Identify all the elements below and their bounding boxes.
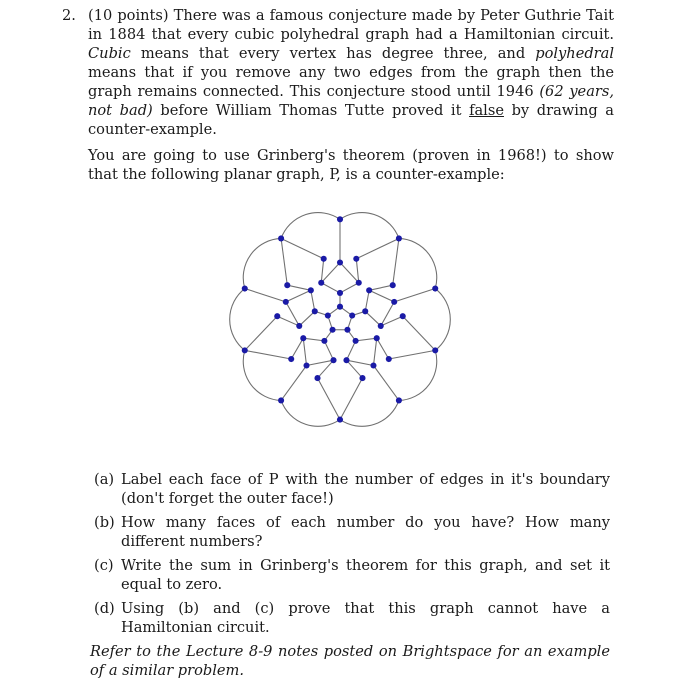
problem-intro: (10 points) There was a famous conjecture made by Peter Guthrie Tait in 1884 that every cubic polyhedral graph had a Hamiltonian circuit. Cubic means that every vertex has degree three, and polyhedral means that if you remove any two edges from the graph then the graph remains connected. This conjecture stood until 1946 (62 years, not bad) before William Thomas Tutte proved it false by drawing a counter-example.: [88, 7, 615, 138]
graph-vertex: [325, 312, 331, 318]
graph-edge: [318, 378, 340, 420]
part-a: (a) Label each face of P with the number of edges in it's boundary (don't forget the outer face!): [94, 471, 610, 507]
graph-vertex: [353, 256, 359, 262]
graph-edge: [321, 283, 340, 293]
problem-2: [62, 6, 614, 184]
graph-vertex: [321, 338, 327, 344]
graph-edge: [340, 263, 359, 283]
part-b: (b) How many faces of each number do you have? How many different numbers?: [94, 514, 610, 550]
graph-vertex: [303, 362, 309, 368]
graph-edge: [356, 338, 377, 341]
graph-edge: [303, 338, 306, 365]
graph-edge: [303, 338, 324, 341]
graph-edges: [230, 213, 451, 427]
graph-outer-edge: [399, 350, 437, 400]
graph-edge: [389, 350, 435, 359]
graph-vertex: [396, 235, 402, 241]
graph-vertex: [349, 312, 355, 318]
graph-edge: [356, 238, 399, 258]
graph-vertex: [362, 308, 368, 314]
graph-edge: [287, 285, 311, 290]
graph-edge: [365, 311, 381, 326]
graph-vertex: [400, 313, 406, 319]
graph-edge: [369, 285, 393, 290]
graph-vertex: [312, 308, 318, 314]
graph-vertex: [242, 285, 248, 291]
planar-graph-P: [190, 182, 490, 452]
graph-edge: [321, 259, 323, 283]
graph-vertex: [396, 397, 402, 403]
graph-vertex: [356, 280, 362, 286]
problem-task: You are going to use Grinberg's theorem (proven in 1968!) to show that the following planar graph, P, is a counter-example:: [88, 147, 614, 183]
problem-number: 2.: [62, 7, 76, 24]
graph-edge: [346, 341, 355, 360]
graph-edge: [286, 302, 299, 326]
graph-edge: [403, 316, 435, 350]
graph-vertex: [330, 357, 336, 363]
graph-vertex: [288, 356, 294, 362]
graph-edge: [381, 302, 394, 326]
graph-vertex: [344, 327, 350, 333]
graph-vertex: [337, 259, 343, 265]
graph-outer-edge: [230, 289, 245, 351]
graph-vertex: [432, 285, 438, 291]
graph-vertex: [308, 287, 314, 293]
graph-edge: [245, 289, 286, 302]
graph-vertex: [366, 287, 372, 293]
graph-vertex: [432, 347, 438, 353]
graph-vertex: [242, 347, 248, 353]
graph-vertex: [300, 335, 306, 341]
graph-vertex: [390, 282, 396, 288]
graph-edge: [299, 311, 315, 326]
graph-vertex: [337, 290, 343, 296]
part-d: (d) Using (b) and (c) prove that this graph cannot have a Hamiltonian circuit.: [94, 600, 610, 636]
graph-edge: [377, 338, 389, 359]
graph-edge: [373, 338, 376, 365]
graph-vertex: [278, 235, 284, 241]
graph-edge: [356, 259, 358, 283]
graph-edge: [281, 238, 324, 258]
graph-vertex: [386, 356, 392, 362]
graph-outer-edge: [435, 289, 450, 351]
graph-edge: [281, 238, 287, 285]
graph-outer-edge: [281, 213, 340, 239]
graph-edge: [291, 338, 303, 359]
graph-edge: [373, 366, 398, 401]
graph-vertex: [296, 323, 302, 329]
graph-vertex: [378, 323, 384, 329]
graph-edge: [324, 341, 333, 360]
graph-outer-edge: [243, 238, 281, 288]
graph-edge: [340, 283, 359, 293]
graph-edge: [394, 289, 435, 302]
graph-edge: [281, 366, 306, 401]
graph-vertex: [274, 313, 280, 319]
graph-vertex: [343, 357, 349, 363]
graph-edge: [245, 350, 291, 359]
graph-vertex: [321, 256, 327, 262]
graph-vertex: [370, 362, 376, 368]
graph-vertex: [374, 335, 380, 341]
graph-outer-edge: [243, 350, 281, 400]
graph-vertex: [329, 327, 335, 333]
graph-edge: [321, 263, 340, 283]
graph-vertex: [318, 280, 324, 286]
graph-edge: [286, 290, 311, 302]
graph-vertex: [314, 375, 320, 381]
graph-vertex: [337, 417, 343, 423]
graph-vertex: [283, 299, 289, 305]
graph-vertex: [284, 282, 290, 288]
reference-note: Refer to the Lecture 8-9 notes posted on Brightspace for an example of a similar problem.: [90, 643, 610, 679]
question-parts: [90, 470, 610, 680]
graph-edge: [245, 316, 277, 350]
graph-edge: [311, 290, 315, 311]
graph-edge: [369, 290, 394, 302]
graph-outer-edge: [399, 238, 437, 288]
graph-vertex: [391, 299, 397, 305]
graph-edge: [340, 378, 362, 420]
graph-vertex: [337, 304, 343, 310]
part-c: (c) Write the sum in Grinberg's theorem for this graph, and set it equal to zero.: [94, 557, 610, 593]
graph-edge: [365, 290, 369, 311]
graph-outer-edge: [340, 213, 399, 239]
graph-vertex: [359, 375, 365, 381]
graph-vertex: [353, 338, 359, 344]
graph-vertex: [337, 216, 343, 222]
graph-vertex: [278, 397, 284, 403]
graph-edge: [393, 238, 399, 285]
